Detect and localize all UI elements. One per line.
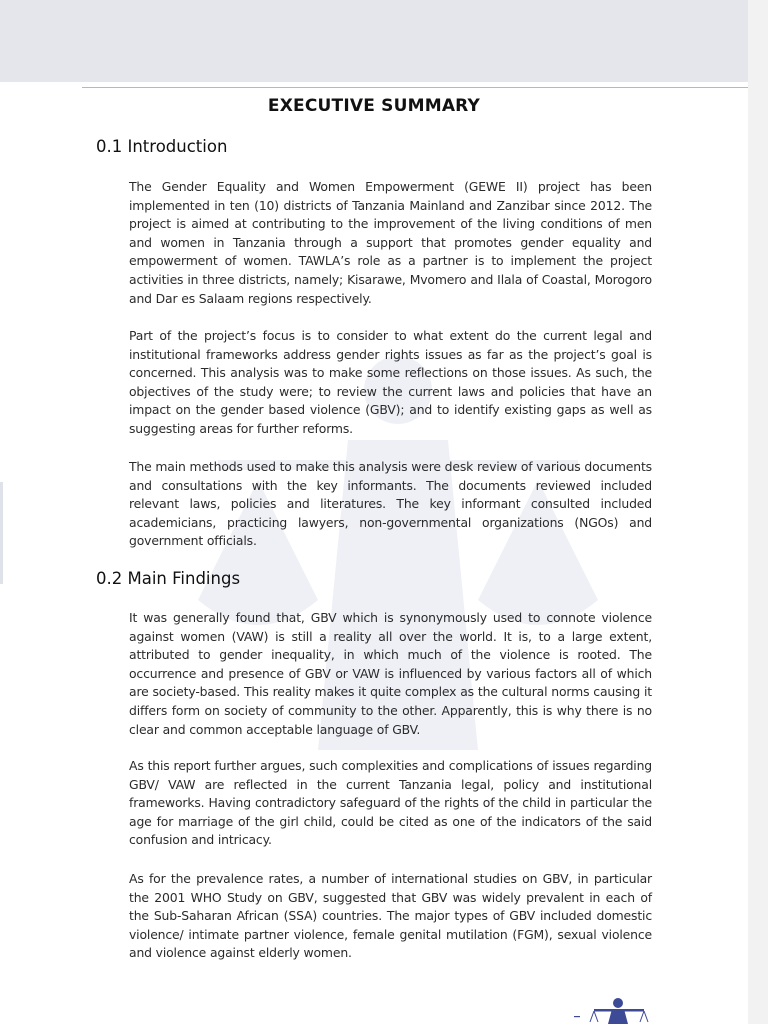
left-edge-mark xyxy=(0,482,3,584)
header-divider xyxy=(82,87,748,88)
tawla-scales-logo-icon xyxy=(570,996,650,1024)
page-top-band xyxy=(0,0,748,82)
paragraph: As for the prevalence rates, a number of international studies on GBV, in particular the 2001 WHO Study on GBV, suggested that GBV was widely prevalent in each of the Sub-Saharan African (SSA) countries. The major types of GBV included domestic violence/ intimate partner violence, female genital mutilation (FGM), sexual violence and violence against elderly women. xyxy=(129,871,652,961)
section-heading-main-findings: 0.2 Main Findings xyxy=(96,569,241,588)
paragraph: The Gender Equality and Women Empowerment (GEWE II) project has been implemented in ten (10) districts of Tanzania Mainland and Zanzibar since 2012. The project is aimed at contributing to the improvement of the living conditions of men and women in Tanzania through a support that promotes gender equality and empowerment of women. TAWLA’s role as a partner is to implement the project activities in three districts, namely; Kisarawe, Mvomero and Ilala of Coastal, Morogoro and Dar es Salaam regions respectively. xyxy=(129,179,652,306)
paragraph: Part of the project’s focus is to consider to what extent do the current legal and institutional frameworks address gender rights issues as far as the project’s goal is concerned. This analysis was to make some reflections on those issues. As such, the objectives of the study were; to review the current laws and policies that have an impact on the gender based violence (GBV); and to identify existing gaps as well as suggesting areas for further reforms. xyxy=(129,328,652,436)
viewer-scroll-gutter[interactable] xyxy=(748,0,768,1024)
paragraph: The main methods used to make this analysis were desk review of various documents and consultations with the key informants. The documents reviewed included relevant laws, policies and literatures. The key informant consulted included academicians, practicing lawyers, non-governmental organizations (NGOs) and government officials. xyxy=(129,459,652,549)
section-heading-introduction: 0.1 Introduction xyxy=(96,137,228,156)
paragraph: It was generally found that, GBV which is synonymously used to connote violence against women (VAW) is still a reality all over the world. It is, to a large extent, attributed to gender inequality, in which much of the violence is rooted. The occurrence and presence of GBV or VAW is influenced by various factors all of which are society-based. This reality makes it quite complex as the cultural norms causing it differs form on society of community to the other. Apparently, this is why there is no clear and common acceptable language of GBV. xyxy=(129,610,652,737)
page-title: EXECUTIVE SUMMARY xyxy=(267,96,481,116)
paragraph: As this report further argues, such complexities and complications of issues regarding GBV/ VAW are reflected in the current Tanzania legal, policy and institutional frameworks. Having contradictory safeguard of the rights of the child in particular the age for marriage of the girl child, could be cited as one of the indicators of the said confusion and intricacy. xyxy=(129,758,652,848)
